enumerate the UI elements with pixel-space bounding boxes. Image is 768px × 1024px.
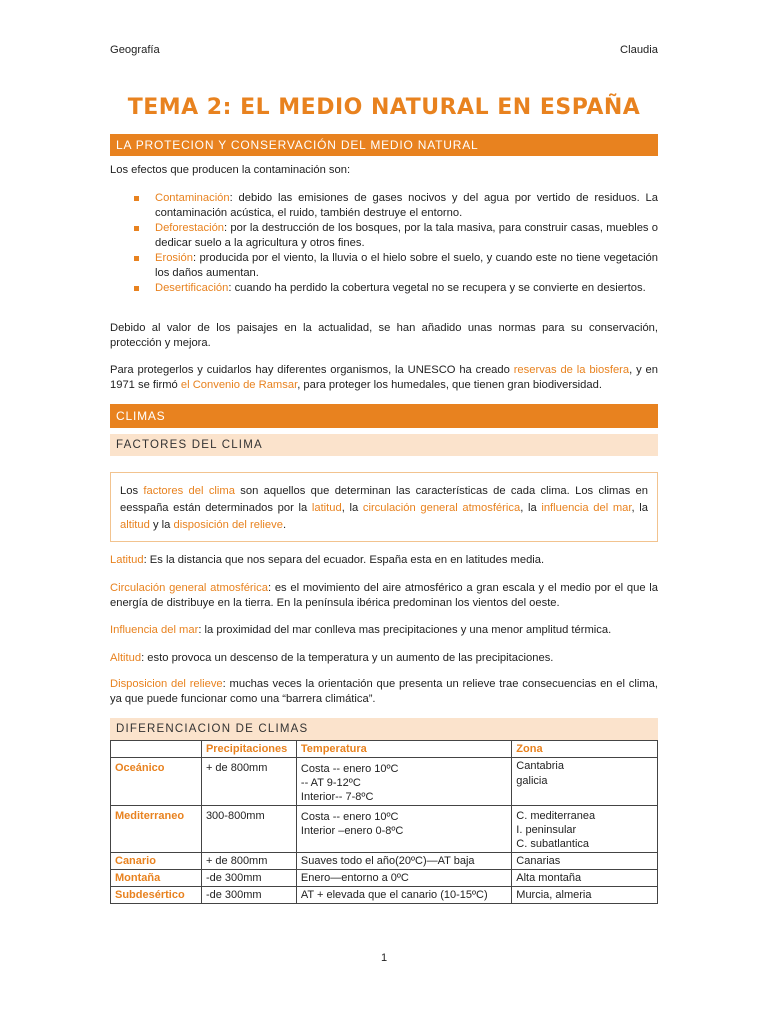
table-row: Oceánico + de 800mm Costa -- enero 10ºC -- AT 9-12ºC Interior-- 7-8ºC Cantabria galicia <box>111 758 658 806</box>
list-item: Contaminación: debido las emisiones de gases nocivos y del agua por vertido de residuos. La contaminación acústica, el ruido, también destruye el entorno. <box>130 191 658 221</box>
table-row: Subdesértico -de 300mm AT + elevada que el canario (10-15ºC) Murcia, almeria <box>111 887 658 904</box>
table-row: Mediterraneo 300-800mm Costa -- enero 10ºC Interior –enero 0-8ºC C. mediterranea I. peninsular C. subatlantica <box>111 806 658 853</box>
paragraph-organismos: Para protegerlos y cuidarlos hay diferentes organismos, la UNESCO ha creado reservas de la biosfera, y en 1971 se firmó el Convenio de Ramsar, para proteger los humedales, que tienen gran biodiversidad. <box>110 364 658 391</box>
paragraph-normas: Debido al valor de los paisajes en la actualidad, se han añadido unas normas para su conservación, protección y mejora. <box>110 322 658 349</box>
subheading-factores: FACTORES DEL CLIMA <box>110 434 658 456</box>
subheading-diferenciacion: DIFERENCIACION DE CLIMAS <box>110 718 658 740</box>
bullet-square-icon <box>134 226 139 231</box>
section-heading-climas: CLIMAS <box>110 404 658 428</box>
climate-table <box>110 740 658 904</box>
table-header-cell <box>111 741 202 758</box>
section-heading-proteccion: LA PROTECION Y CONSERVACIÓN DEL MEDIO NATURAL <box>110 134 658 156</box>
header-subject: Geografía <box>110 44 160 56</box>
factor-latitud: Latitud: Es la distancia que nos separa del ecuador. España esta en en latitudes media. <box>110 554 545 566</box>
link-reservas-biosfera: reservas de la biosfera <box>513 364 630 376</box>
factor-altitud: Altitud: esto provoca un descenso de la temperatura y un aumento de las precipitaciones. <box>110 652 554 664</box>
table-header-cell: Precipitaciones <box>201 741 296 758</box>
header-author: Claudia <box>620 44 658 56</box>
list-item: Deforestación: por la destrucción de los bosques, por la tala masiva, para construir casas, muebles o dedicar suelo a la agricultura y otros fines. <box>130 221 658 251</box>
table-header-row <box>111 741 658 758</box>
intro-text: Los efectos que producen la contaminación son: <box>110 164 351 176</box>
factor-relieve: Disposicion del relieve: muchas veces la orientación que presenta un relieve trae consecuencias en el clima, ya que puede funcionar como una “barrera climática”. <box>110 678 658 705</box>
table-row: Montaña -de 300mm Enero—entorno a 0ºC Alta montaña <box>111 870 658 887</box>
table-row: Canario + de 800mm Suaves todo el año(20ºC)—AT baja Canarias <box>111 853 658 870</box>
list-item: Erosión: producida por el viento, la lluvia o el hielo sobre el suelo, y cuando este no tiene vegetación los daños aumentan. <box>130 251 658 281</box>
definition-box: Los factores del clima son aquellos que determinan las características de cada clima. Los climas en eesspaña están determinados por la latitud, la circulación general atmosférica, la influencia del mar, la altitud y la disposición del relieve. <box>110 472 658 542</box>
bullet-square-icon <box>134 256 139 261</box>
list-item: Desertificación: cuando ha perdido la cobertura vegetal no se recupera y se convierte en desiertos. <box>130 281 658 296</box>
effects-list <box>130 191 658 296</box>
factor-influencia-mar: Influencia del mar: la proximidad del mar conlleva mas precipitaciones y una menor amplitud térmica. <box>110 624 612 636</box>
table-header-cell: Temperatura <box>296 741 511 758</box>
table-header-cell: Zona <box>512 741 658 758</box>
page-title: TEMA 2: EL MEDIO NATURAL EN ESPAÑA <box>127 95 641 120</box>
page-number: 1 <box>380 952 388 964</box>
factor-circulacion: Circulación general atmosférica: es el movimiento del aire atmosférico a gran escala y el medio por el que la energía de distribuye en la tierra. En la península ibérica predominan los vientos del oeste. <box>110 582 658 609</box>
bullet-square-icon <box>134 196 139 201</box>
bullet-square-icon <box>134 286 139 291</box>
link-convenio-ramsar: el Convenio de Ramsar <box>180 379 298 391</box>
